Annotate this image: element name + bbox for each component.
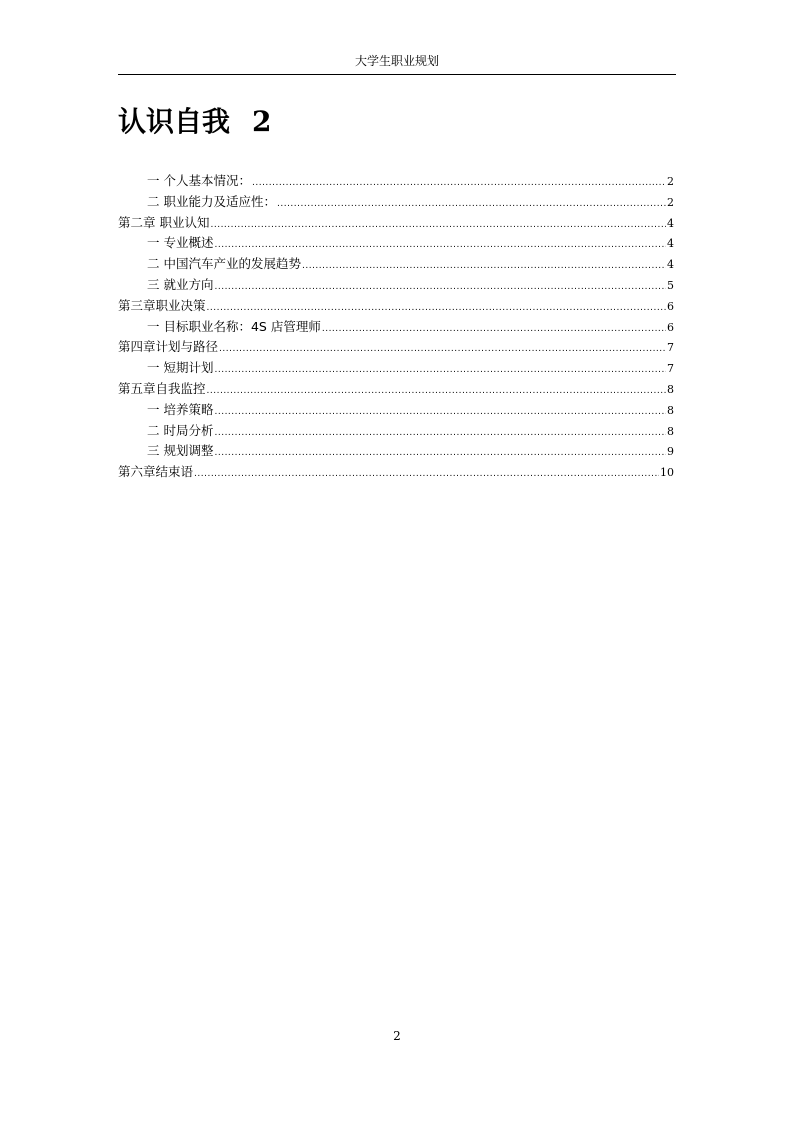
toc-dot-leader	[302, 256, 666, 277]
toc-dot-leader	[214, 235, 666, 256]
toc-dot-leader	[277, 194, 666, 215]
toc-entry[interactable]	[118, 296, 674, 317]
toc-dot-leader	[214, 402, 666, 423]
toc-entry-page: 2	[667, 175, 674, 188]
toc-entry[interactable]	[118, 358, 674, 379]
toc-entry-title: 一 目标职业名称：4S 店管理师	[147, 318, 321, 334]
table-of-contents	[118, 171, 674, 483]
toc-entry[interactable]	[118, 254, 674, 275]
toc-dot-leader	[214, 443, 666, 464]
toc-entry-title: 一 专业概述	[147, 235, 214, 251]
toc-entry-page: 10	[660, 466, 674, 480]
toc-entry[interactable]	[118, 275, 674, 296]
toc-entry-title: 第三章职业决策	[118, 297, 206, 313]
toc-dot-leader	[322, 319, 666, 340]
toc-entry[interactable]	[118, 233, 674, 254]
toc-entry[interactable]	[118, 192, 674, 213]
title-number: 2	[252, 105, 272, 138]
toc-entry-page: 4	[667, 258, 674, 272]
toc-dot-leader	[252, 173, 666, 194]
toc-entry-title: 一 短期计划	[147, 360, 214, 376]
toc-entry-title: 第五章自我监控	[118, 380, 206, 396]
toc-entry-title: 第四章计划与路径	[118, 339, 219, 355]
toc-entry[interactable]	[118, 441, 674, 462]
toc-entry-page: 9	[667, 445, 674, 459]
title-text: 认识自我	[118, 105, 231, 138]
toc-dot-leader	[210, 215, 666, 236]
toc-entry[interactable]	[118, 421, 674, 442]
toc-entry-page: 8	[667, 382, 674, 396]
toc-entry-title: 三 就业方向	[147, 276, 214, 292]
toc-dot-leader	[194, 464, 659, 485]
toc-entry-page: 7	[667, 341, 674, 355]
toc-entry-title: 二 中国汽车产业的发展趋势	[147, 256, 301, 272]
toc-entry-title: 二 职业能力及适应性：	[147, 193, 276, 209]
toc-entry[interactable]	[118, 379, 674, 400]
toc-entry[interactable]	[118, 337, 674, 358]
toc-entry-title: 二 时局分析	[147, 422, 214, 438]
toc-entry-page: 6	[667, 320, 674, 334]
toc-entry[interactable]	[118, 462, 674, 483]
toc-dot-leader	[207, 381, 666, 402]
toc-entry-title: 一 培养策略	[147, 401, 214, 417]
toc-entry-title: 第二章 职业认知	[118, 214, 210, 230]
toc-entry-page: 4	[667, 237, 674, 251]
toc-dot-leader	[214, 360, 666, 381]
page-number-text: 2	[393, 1029, 401, 1043]
page-header	[118, 54, 676, 75]
toc-entry-page: 2	[667, 195, 674, 209]
toc-entry-page: 4	[667, 216, 674, 230]
toc-entry-title: 一 个人基本情况：	[147, 173, 251, 188]
toc-dot-leader	[207, 298, 666, 319]
toc-entry-page: 8	[667, 424, 674, 438]
toc-entry-title: 第六章结束语	[118, 464, 194, 480]
toc-entry-page: 7	[667, 362, 674, 376]
toc-entry-page: 8	[667, 403, 674, 417]
toc-entry[interactable]	[118, 171, 674, 192]
toc-dot-leader	[214, 423, 666, 444]
page-title	[118, 100, 272, 144]
toc-entry[interactable]	[118, 400, 674, 421]
toc-dot-leader	[219, 339, 666, 360]
header-text: 大学生职业规划	[354, 54, 439, 68]
toc-entry[interactable]	[118, 213, 674, 234]
toc-entry-page: 6	[667, 299, 674, 313]
toc-dot-leader	[214, 277, 666, 298]
page-number	[0, 1029, 794, 1043]
toc-entry-title: 三 规划调整	[147, 443, 214, 459]
toc-entry-page: 5	[667, 278, 674, 292]
toc-entry[interactable]	[118, 317, 674, 338]
